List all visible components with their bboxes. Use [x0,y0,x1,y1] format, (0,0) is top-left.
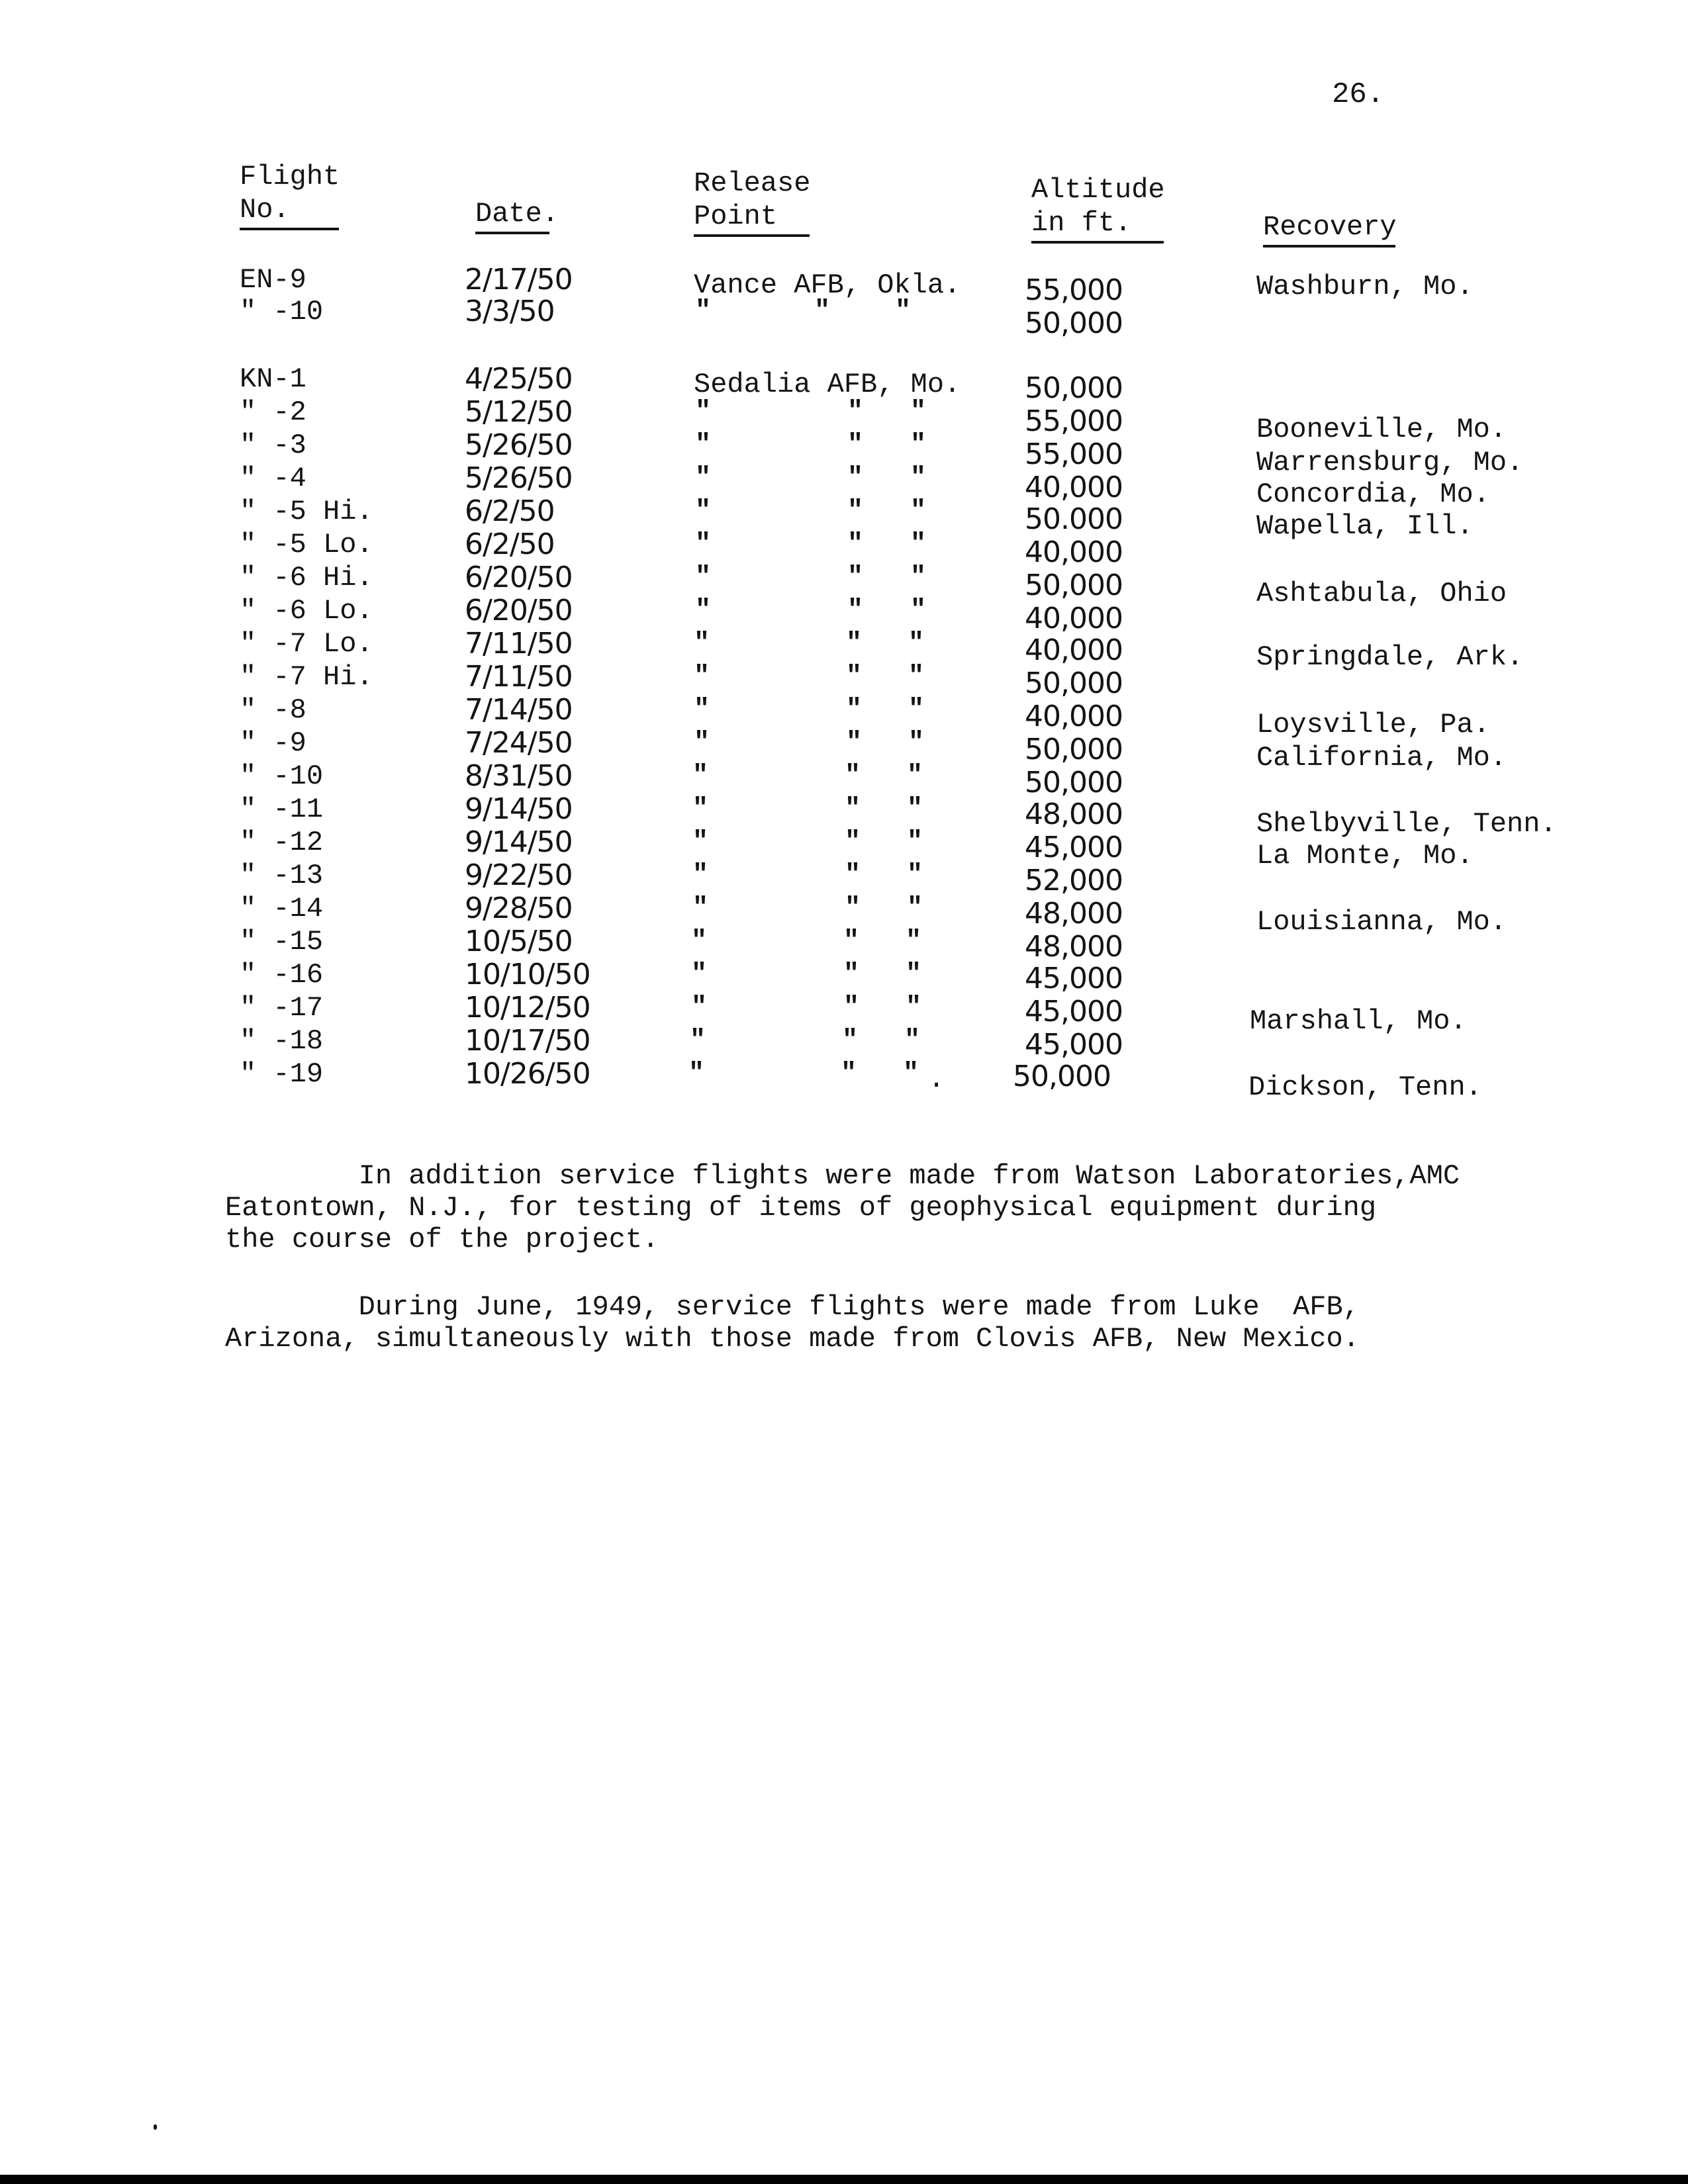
ditto-mark: " [695,397,712,427]
flight-no: " -10 [240,296,324,328]
table-row [0,759,1688,799]
ditto-mark: " [847,397,864,427]
paragraph-line: During June, 1949, service flights were made from Luke AFB, [225,1291,1360,1323]
altitude: 50,000 [1025,569,1123,602]
flight-no: " -10 [240,760,324,792]
ditto-mark: " [843,927,860,956]
flight-date: 10/26/50 [465,1057,590,1091]
altitude: 45,000 [1025,1028,1123,1062]
table-row [0,825,1688,872]
ditto-mark: " [910,397,927,427]
flight-date: 7/24/50 [465,726,573,760]
paragraph-line: Arizona, simultaneously with those made from Clovis AFB, New Mexico. [225,1323,1360,1355]
flight-date: 6/20/50 [465,561,573,594]
altitude: 40,000 [1025,471,1123,504]
altitude: 40,000 [1025,535,1123,569]
ditto-mark: " [846,728,863,758]
ditto-mark: " [694,728,710,758]
altitude: 52,000 [1025,864,1123,897]
scan-bottom-edge [0,2175,1688,2184]
altitude: 55,000 [1025,404,1123,438]
header-release-point [694,167,810,237]
header-altitude [1031,173,1165,244]
ditto-mark: " [906,960,922,989]
ditto-mark: " [695,463,712,493]
ditto-mark: " [907,860,923,890]
ditto-mark: " [907,761,923,791]
ditto-mark: " [907,827,923,857]
table-row [0,428,1688,478]
ditto-mark: " [845,794,861,824]
flight-no: " -11 [240,794,324,825]
ditto-mark: " [846,629,863,659]
flight-date: 10/5/50 [465,925,573,958]
flight-no: " -13 [240,860,324,891]
table-row [0,263,1688,307]
table-row [0,362,1688,405]
ditto-mark: " [692,794,709,824]
header-flight-no [240,160,340,230]
table-row [0,461,1688,510]
ditto-mark: " [694,629,710,659]
flight-no: " -5 Lo. [240,529,373,561]
recovery-location: Springdale, Ark. [1256,641,1524,673]
ditto-mark: " [692,761,709,791]
table-row [0,792,1688,840]
recovery-location: Dickson, Tenn. [1248,1071,1482,1103]
table-row [0,295,1688,340]
ditto-mark: " [841,1059,857,1089]
ditto-mark: " [691,993,708,1023]
altitude: 48,000 [1025,897,1123,931]
table-row [0,858,1688,897]
flight-date: 8/31/50 [465,759,573,793]
trailing-period: . [928,1064,945,1095]
altitude: 48,000 [1025,930,1123,964]
ditto-mark: " [692,827,709,857]
ditto-mark: " [688,1059,705,1089]
flight-no: " -3 [240,430,306,461]
paragraph-line: In addition service flights were made from Watson Laboratories,AMC [225,1160,1460,1192]
altitude: 45,000 [1025,995,1123,1028]
ditto-mark: " [908,662,925,692]
altitude: 50,000 [1025,666,1123,700]
header-flight-line2: No. [240,193,339,230]
altitude: 50,000 [1013,1060,1111,1093]
recovery-location: California, Mo. [1256,742,1507,774]
ditto-mark: " [908,629,925,659]
recovery-location: Wapella, Ill. [1256,510,1474,542]
altitude: 50,000 [1025,306,1123,340]
flight-date: 6/2/50 [465,494,555,528]
ditto-mark: " [847,563,864,592]
flight-date: 6/2/50 [465,527,555,561]
recovery-location: Louisianna, Mo. [1256,906,1507,938]
ditto-mark: " [904,1026,921,1056]
ditto-mark: " [910,430,927,460]
flight-date: 6/20/50 [465,594,573,627]
recovery-location: Booneville, Mo. [1256,414,1507,445]
altitude: 50,000 [1025,766,1123,799]
flight-date: 5/26/50 [465,461,573,495]
recovery-location: Warrensburg, Mo. [1256,447,1524,478]
table-row [0,925,1688,964]
header-date-label: Date. [475,197,549,234]
table-row [0,726,1688,774]
ditto-mark: " [694,695,710,725]
header-altitude-line1: Altitude [1031,174,1165,206]
flight-no: " -6 Hi. [240,562,373,594]
ditto-mark: " [845,827,861,857]
ditto-mark: " [690,1026,706,1056]
page-number: 26. [1332,78,1385,111]
ditto-mark: " [695,563,712,592]
header-altitude-line2: in ft. [1031,206,1164,244]
flight-no: " -2 [240,396,306,428]
ditto-mark: " [845,761,861,791]
flight-date: 9/22/50 [465,858,573,892]
ditto-mark: " [903,1059,919,1089]
ditto-mark: " [845,860,861,890]
flight-date: 10/17/50 [465,1024,590,1058]
scan-speck [154,2124,157,2130]
flight-date: 9/28/50 [465,891,573,925]
header-release-line1: Release [694,167,811,199]
altitude: 50,000 [1025,371,1123,405]
ditto-mark: " [906,993,922,1023]
table-row [0,891,1688,938]
flight-date: 9/14/50 [465,825,573,859]
ditto-mark: " [910,463,927,493]
ditto-mark: " [843,993,860,1023]
flight-date: 10/12/50 [465,991,590,1024]
flight-date: 7/11/50 [465,660,573,694]
recovery-location: Loysville, Pa. [1256,709,1490,741]
ditto-mark: " [910,563,927,592]
table-row [0,991,1688,1037]
ditto-mark: " [814,296,831,326]
paragraph-line: Eatontown, N.J., for testing of items of geophysical equipment during [225,1192,1377,1224]
ditto-mark: " [910,496,927,526]
ditto-mark: " [691,960,708,989]
header-recovery-label: Recovery [1263,210,1395,248]
ditto-mark: " [907,893,923,923]
ditto-mark: " [895,296,912,326]
paragraph-line: the course of the project. [225,1224,659,1255]
flight-date: 5/12/50 [465,395,573,429]
flight-no: " -4 [240,463,306,494]
altitude: 40,000 [1025,633,1123,667]
flight-date: 2/17/50 [465,263,573,296]
table-row [0,1024,1688,1062]
table-row [0,527,1688,569]
header-flight-line1: Flight [240,161,340,193]
flight-no: " -17 [240,992,324,1024]
recovery-location: Ashtabula, Ohio [1256,578,1507,610]
header-date [475,197,559,234]
ditto-mark: " [908,728,925,758]
ditto-mark: " [847,596,864,625]
recovery-location: Shelbyville, Tenn. [1256,808,1557,840]
flight-no: " -7 Hi. [240,661,373,693]
flight-no: " -12 [240,827,324,858]
recovery-location: Washburn, Mo. [1256,271,1474,302]
ditto-mark: " [694,662,710,692]
altitude: 50,000 [1025,733,1123,766]
flight-date: 3/3/50 [465,295,555,328]
flight-date: 4/25/50 [465,362,573,396]
header-release-line2: Point [694,200,810,237]
header-recovery [1263,210,1395,248]
table-row [0,693,1688,741]
flight-date: 7/11/50 [465,627,573,660]
ditto-mark: " [847,430,864,460]
ditto-mark: " [695,430,712,460]
table-row [0,1057,1688,1103]
ditto-mark: " [906,927,922,956]
altitude: 45,000 [1025,831,1123,864]
flight-no: " -15 [240,926,324,958]
ditto-mark: " [908,695,925,725]
flight-no: " -18 [240,1025,324,1057]
recovery-location: Marshall, Mo. [1250,1005,1467,1037]
flight-no: " -16 [240,959,324,991]
ditto-mark: " [846,662,863,692]
ditto-mark: " [842,1026,859,1056]
altitude: 40,000 [1025,602,1123,635]
flight-no: EN-9 [240,264,306,296]
ditto-mark: " [695,596,712,625]
table-row [0,561,1688,610]
altitude: 50.000 [1025,502,1123,536]
ditto-mark: " [847,496,864,526]
ditto-mark: " [910,596,927,625]
ditto-mark: " [847,463,864,493]
ditto-mark: " [695,529,712,559]
ditto-mark: " [691,927,708,956]
table-row [0,958,1688,995]
flight-no: " -6 Lo. [240,595,373,627]
flight-date: 9/14/50 [465,792,573,826]
ditto-mark: " [847,529,864,559]
table-row [0,594,1688,635]
flight-no: " -5 Hi. [240,496,373,527]
recovery-location: Concordia, Mo. [1256,478,1490,510]
release-point: Sedalia AFB, Mo. [694,369,961,400]
altitude: 40,000 [1025,700,1123,733]
table-row [0,627,1688,673]
ditto-mark: " [907,794,923,824]
ditto-mark: " [692,893,709,923]
flight-no: " -8 [240,694,306,726]
recovery-location: La Monte, Mo. [1256,840,1474,872]
table-row [0,660,1688,700]
ditto-mark: " [846,695,863,725]
release-point: Vance AFB, Okla. [694,269,961,301]
flight-no: " -7 Lo. [240,628,373,660]
ditto-mark: " [910,529,927,559]
altitude: 55,000 [1025,437,1123,471]
flight-no: " -19 [240,1058,324,1090]
flight-no: " -9 [240,727,306,759]
ditto-mark: " [843,960,860,989]
ditto-mark: " [845,893,861,923]
flight-date: 5/26/50 [465,428,573,462]
ditto-mark: " [692,860,709,890]
altitude: 48,000 [1025,797,1123,831]
ditto-mark: " [695,496,712,526]
altitude: 55,000 [1025,273,1123,307]
ditto-mark: " [695,296,712,326]
flight-date: 7/14/50 [465,693,573,727]
flight-no: " -14 [240,893,324,925]
flight-date: 10/10/50 [465,958,590,991]
altitude: 45,000 [1025,962,1123,995]
flight-no: KN-1 [240,363,306,395]
